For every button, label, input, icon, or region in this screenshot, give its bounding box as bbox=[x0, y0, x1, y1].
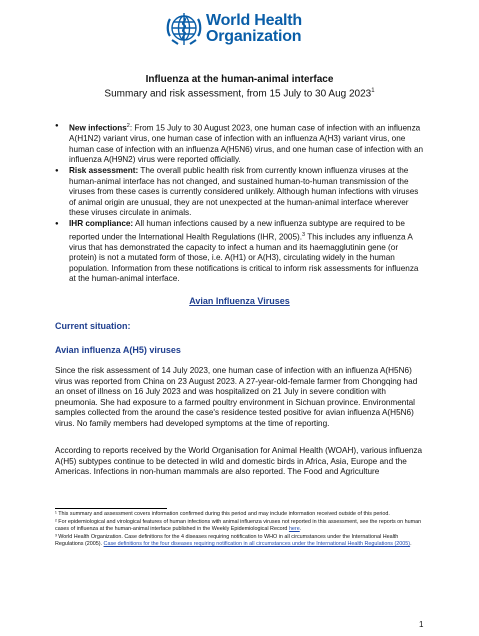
footnote-2-text: ² For epidemiological and virological features of human infections with animal influenza viruses not reported in this assessment, see the reports on human cases of influenza at the human-animal interface published in the Weekly Epidemiological Record bbox=[55, 519, 422, 532]
footnote-1: ¹ This summary and assessment covers information confirmed during this period and may include information received outside of this period. bbox=[55, 511, 390, 517]
bullet-label: New infections bbox=[69, 123, 127, 133]
footnote-separator bbox=[55, 508, 167, 509]
footnote-ref-1[interactable]: 1 bbox=[371, 88, 375, 94]
footnote-3-text: ³ World Health Organization. Case definitions for the 4 diseases requiring notification to WHO in all circumstances under the International Health Regulations (2005). bbox=[55, 534, 399, 547]
bullet-ihr-compliance bbox=[55, 219, 427, 284]
bullet-text-cont: This includes any influenza A virus that has demonstrated the capacity to infect a human and its haemagglutinin gene (or protein) is not a mutated form of those, i.e. A(H1) or A(H3), circulating widely in the human population. Information from these notifications is critical to inform risk assessments for influenza at the human-animal interface. bbox=[69, 232, 419, 284]
footnote-ref-3[interactable]: 3 bbox=[302, 231, 306, 238]
current-situation-heading: Current situation: bbox=[55, 321, 131, 331]
footnotes bbox=[55, 511, 427, 549]
bullet-label: IHR compliance: bbox=[69, 219, 134, 229]
summary-bullets bbox=[55, 121, 427, 286]
footnote-3 bbox=[55, 534, 427, 548]
paragraph-woah-reports: According to reports received by the World Organisation for Animal Health (WOAH), various influenza A(H5) subtypes continue to be detected in wild and domestic birds in Africa, Asia, Europe and the Americas. Infections in non-human mammals are also reported. The Food and Agriculture bbox=[55, 446, 423, 477]
bullet-text: The overall public health risk from currently known influenza viruses at the human-animal interface has not changed, and sustained human-to-human transmission of the viruses from these cases is currently considered unlikely. Although human infections with viruses of animal origin are unusual, they are not unexpected at the human-animal interface wherever these viruses circulate in animals. bbox=[69, 166, 419, 217]
who-logo bbox=[164, 8, 324, 52]
bullet-label: Risk assessment: bbox=[69, 166, 139, 176]
who-emblem-icon bbox=[164, 8, 204, 48]
org-name-line1: World Health bbox=[206, 12, 302, 29]
footnote-2-link[interactable]: here bbox=[288, 526, 300, 532]
bullet-new-infections bbox=[55, 121, 427, 165]
bullet-text: : From 15 July to 30 August 2023, one human case of infection with an influenza A(H1N2) variant virus, one human case of infection with an influenza A(H3) variant virus, one human case of infection with an influenza A(H5N6) virus, and one human case of infection with an influenza A(H9N2) virus were reported officially. bbox=[69, 123, 424, 164]
document-title: Influenza at the human-animal interface bbox=[145, 74, 334, 85]
section-heading-avian-influenza: Avian Influenza Viruses bbox=[189, 296, 290, 306]
bullet-risk-assessment bbox=[55, 166, 427, 218]
footnote-3-link[interactable]: Case definitions for the four diseases requiring notification in all circumstances under the International Health Regulations (2005) bbox=[103, 541, 411, 547]
footnote-2 bbox=[55, 519, 427, 533]
subsection-heading-h5: Avian influenza A(H5) viruses bbox=[55, 345, 181, 355]
footnote-ref-2[interactable]: 2 bbox=[126, 123, 130, 129]
document-subtitle bbox=[0, 88, 479, 99]
subtitle-text: Summary and risk assessment, from 15 July to 30 Aug 2023 bbox=[104, 88, 372, 100]
footnote-2-end: . bbox=[299, 526, 302, 532]
page-number: 1 bbox=[419, 620, 424, 629]
paragraph-h5n6-case: Since the risk assessment of 14 July 2023, one human case of infection with an influenza A(H5N6) virus was reported from China on 23 August 2023. A 27-year-old-female farmer from Chongqing had an onset of illness on 16 July 2023 and was hospitalized on 21 July in severe condition with pneumonia. She had exposure to a farmed poultry environment in Sichuan province. Environmental samples collected from the around the case's residence tested positive for avian influenza A(H5N6) virus. No family members had developed symptoms at the time of reporting. bbox=[55, 366, 418, 428]
footnote-3-end: . bbox=[410, 541, 412, 547]
org-name-line2: Organization bbox=[206, 28, 302, 45]
bullet-text: All human infections caused by a new influenza subtype are required to be reported under the International Health Regulations (IHR, 2005). bbox=[69, 219, 405, 242]
